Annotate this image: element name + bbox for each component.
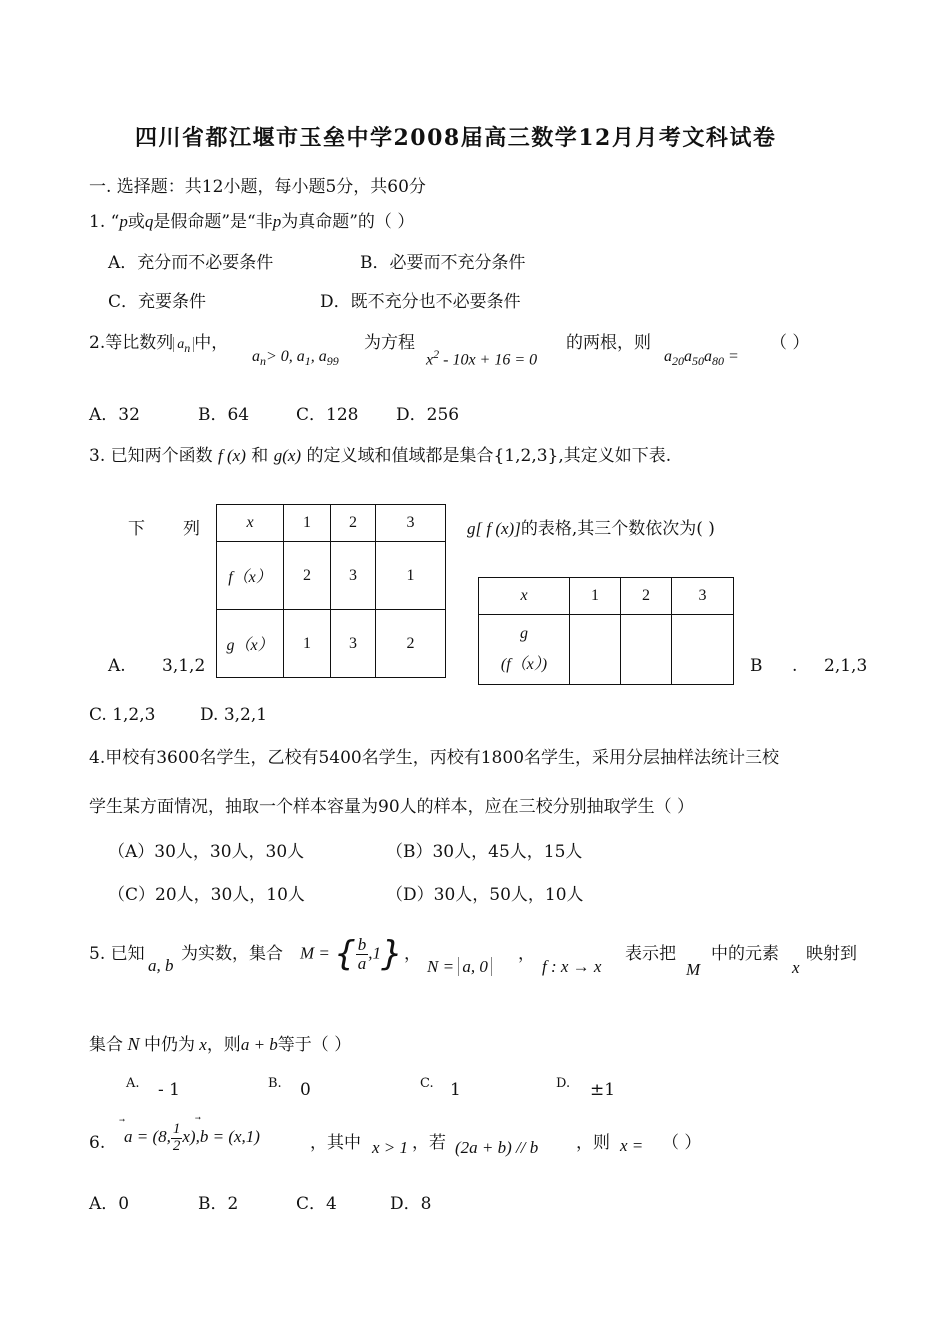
q2-option-a: A．32 [89,405,140,425]
q6-parallel: (2a + b) // b [455,1138,539,1157]
q5-x-ref: x [199,1035,207,1054]
q3-table2-header-row [479,578,734,615]
q3-table1-row-g [217,610,446,678]
q6-frac-num: 1 [172,1121,181,1137]
q3-gf: g[ f (x)] [467,519,521,538]
q3-func-g: g(x) [273,446,302,465]
q1-var-q: q [144,212,154,231]
q2-option-d: D．256 [396,405,460,425]
q1-option-b: B．必要而不充分条件 [360,253,526,273]
q3-text: 的表格,其三个数依次为( ) [520,519,715,539]
table-cell: g（x） [217,610,284,678]
q2-eq-sup: 2 [433,347,440,361]
q2-text-roots: 的两根，则 [566,333,651,353]
q3-definition-table [216,504,446,678]
q6-option-b: B．2 [198,1194,239,1214]
q5-fraction [356,936,369,973]
q3-text-xia: 下 [128,519,145,539]
q2-prod-sub: 80 [712,354,724,369]
q6-eq-b: = (x,1) [208,1127,260,1147]
q5-comma-1: ， [404,944,421,964]
q5-option-c-label: C. [420,1076,434,1091]
q2-eq-x: x [426,351,434,369]
q5-text: 等于（ ） [277,1035,352,1055]
table-cell: 3 [672,578,734,615]
q4-option-a: （A）30人，30人，30人 [108,842,305,862]
q6-x-eq: x = [620,1136,644,1155]
table-cell: 2 [376,610,446,678]
table-cell: 2 [621,578,672,615]
table-cell: 1 [284,610,331,678]
q5-text-maps-to: 映射到 [806,944,857,964]
q3-option-a-value: 3,1,2 [162,656,206,676]
q3-stem [89,446,671,466]
table-cell: 1 [376,542,446,610]
q6-vec-b-letter: b [199,1127,209,1147]
q2-cond-rest: > 0, a [266,348,305,365]
q5-right-brace: } [381,934,403,974]
q5-a-plus-b: a + b [240,1035,278,1054]
q3-func-f: f (x) [218,446,246,465]
q6-vec-a [124,1127,133,1146]
table-cell: 2 [331,505,376,542]
table-cell: 2 [284,542,331,610]
q2-prod-b: a [684,348,692,365]
q5-x-ref: x [792,958,800,977]
q5-frac-num: b [357,935,367,955]
q2-prod-a: a [664,348,672,365]
q6-text-then: ，则 [576,1133,610,1153]
q3-text-lie: 列 [183,519,200,539]
q3-table1-header-row [217,505,446,542]
table-cell [621,615,672,685]
q5-text-given: 5. 已知 [89,944,145,964]
q4-option-c: （C）20人，30人，10人 [108,885,305,905]
q2-condition [252,347,339,369]
q3-text: 的定义域和值域都是集合{1,2,3},其定义如下表. [306,446,672,466]
q6-blank: （ ） [662,1133,702,1153]
q5-frac-den: a [357,953,367,973]
table-cell [570,615,621,685]
q2-option-b: B．64 [198,405,250,425]
q2-eq-rest: - 10x + 16 = 0 [439,351,538,369]
q1-text: 1. “ [89,212,120,232]
q2-seq-sub: n [184,340,191,355]
q3-option-c: C. 1,2,3 [89,705,156,725]
q3-text: 和 [251,446,269,466]
q5-line2 [89,1034,351,1056]
q6-eq-a2: x), [182,1127,200,1147]
q1-option-a: A．充分而不必要条件 [108,253,274,273]
q6-eq-a1: = (8, [132,1127,171,1147]
q3-table2-row-gf [479,615,734,685]
q6-option-c: C．4 [296,1194,337,1214]
page-title: 四川省都江堰市玉垒中学2008届高三数学12月月考文科试卷 [135,125,777,151]
q3-table2-label-top: g [520,625,528,643]
q6-text-where: ，其中 [310,1133,361,1153]
q5-text-real-set: 为实数，集合 [181,944,283,964]
q2-cond-sub99: 99 [326,354,339,369]
q5-ab: a, b [148,956,174,975]
q2-seq-a: a [177,337,185,352]
q2-equation [426,347,537,370]
q5-set-N [427,957,492,977]
q3-option-b-dot: . [792,656,798,676]
q2-cond-mid: , a [310,348,327,365]
q4-stem-line2: 学生某方面情况，抽取一个样本容量为90人的样本，应在三校分别抽取学生（ ） [89,797,695,817]
q6-number: 6. [89,1133,106,1153]
q5-M-ref: M [686,960,701,979]
q1-option-c: C．充要条件 [108,292,207,312]
q5-text-elements: 中的元素 [711,944,779,964]
q5-left-brace: { [334,934,356,974]
q2-prod-sub: 20 [672,354,684,369]
table-cell [479,615,570,685]
q5-M-eq: M = [300,943,330,963]
q6-frac-den: 2 [172,1137,181,1154]
q6-condition: x > 1 [372,1138,409,1157]
q5-set-M [300,934,403,975]
q5-option-b-value: 0 [300,1080,311,1100]
q3-option-b-label: B [750,656,763,676]
q2-text-equation: 为方程 [364,333,415,353]
q2-prod-eq: = [728,348,739,365]
q1-var-p: p [119,212,128,231]
q2-sequence [173,337,194,355]
q6-vec-a-letter: a [124,1127,133,1147]
q3-option-a-label: A. [108,656,126,676]
section-header: 一. 选择题：共12小题，每小题5分，共60分 [89,177,426,197]
question-1-stem [89,212,414,232]
table-cell: 1 [570,578,621,615]
table-cell: 3 [331,610,376,678]
q3-table1-row-f [217,542,446,610]
q4-stem-line1: 4.甲校有3600名学生，乙校有5400名学生，丙校有1800名学生，采用分层抽样法统计三校 [89,748,780,768]
q5-option-d-value: ±1 [590,1080,616,1100]
q2-blank: （ ） [770,333,810,353]
q6-vec-b [200,1127,209,1146]
table-cell: 3 [376,505,446,542]
q5-text-represents: 表示把 [625,944,676,964]
q2-text: 2.等比数列 [89,333,174,353]
q2-cond-a: a [252,348,260,365]
q3-answer-table [478,577,734,685]
q5-option-a-value: - 1 [158,1080,180,1100]
q1-text: 为真命题”的（ ） [281,212,415,232]
q5-N-ref: N [127,1034,140,1054]
q6-vectors [124,1122,260,1155]
q4-option-d: （D）30人，50人，10人 [386,885,584,905]
q3-option-b-value: 2,1,3 [824,656,868,676]
q6-fraction [171,1122,183,1155]
table-cell: 1 [284,505,331,542]
q5-option-c-value: 1 [450,1080,461,1100]
q5-text: 中仍为 [144,1035,196,1055]
q5-M-rest: ,1 [368,943,382,963]
q1-option-d: D．既不充分也不必要条件 [320,292,521,312]
q5-option-b-label: B. [268,1076,282,1091]
q1-text: 是假命题”是“非 [153,212,273,232]
q3-option-d: D. 3,2,1 [200,705,268,725]
q2-product [664,347,739,369]
q1-var-p: p [272,212,282,231]
q3-text: 3. 已知两个函数 [89,446,213,466]
q1-text: 或 [127,212,145,232]
q5-option-a-label: A. [126,1076,140,1091]
q2-stem-start [89,333,228,355]
q5-text: ，则 [206,1035,241,1055]
q2-prod-c: a [704,348,712,365]
q6-text-if: ，若 [412,1133,446,1153]
table-cell: x [217,505,284,542]
q5-comma-2: ， [518,944,535,964]
q5-mapping: f : x → x [542,957,602,976]
q5-option-d-label: D. [556,1076,571,1091]
q5-N-eq: N = [427,957,455,976]
table-cell: x [479,578,570,615]
q2-cond-sub1: 1 [304,354,311,369]
q5-N-set: a, 0 [458,957,492,976]
q2-cond-sub: n [260,354,266,369]
q6-option-d: D．8 [390,1194,432,1214]
q2-prod-sub: 50 [692,354,704,369]
q2-option-c: C．128 [296,405,359,425]
table-cell: 3 [331,542,376,610]
q3-table2-label-bottom: (f（x）) [500,655,548,673]
table-cell: f（x） [217,542,284,610]
table-cell [672,615,734,685]
q3-gf-text [467,519,715,539]
q5-text: 集合 [89,1035,123,1055]
q2-text: 中， [194,333,229,353]
q6-option-a: A．0 [89,1194,130,1214]
q4-option-b: （B）30人，45人，15人 [386,842,583,862]
